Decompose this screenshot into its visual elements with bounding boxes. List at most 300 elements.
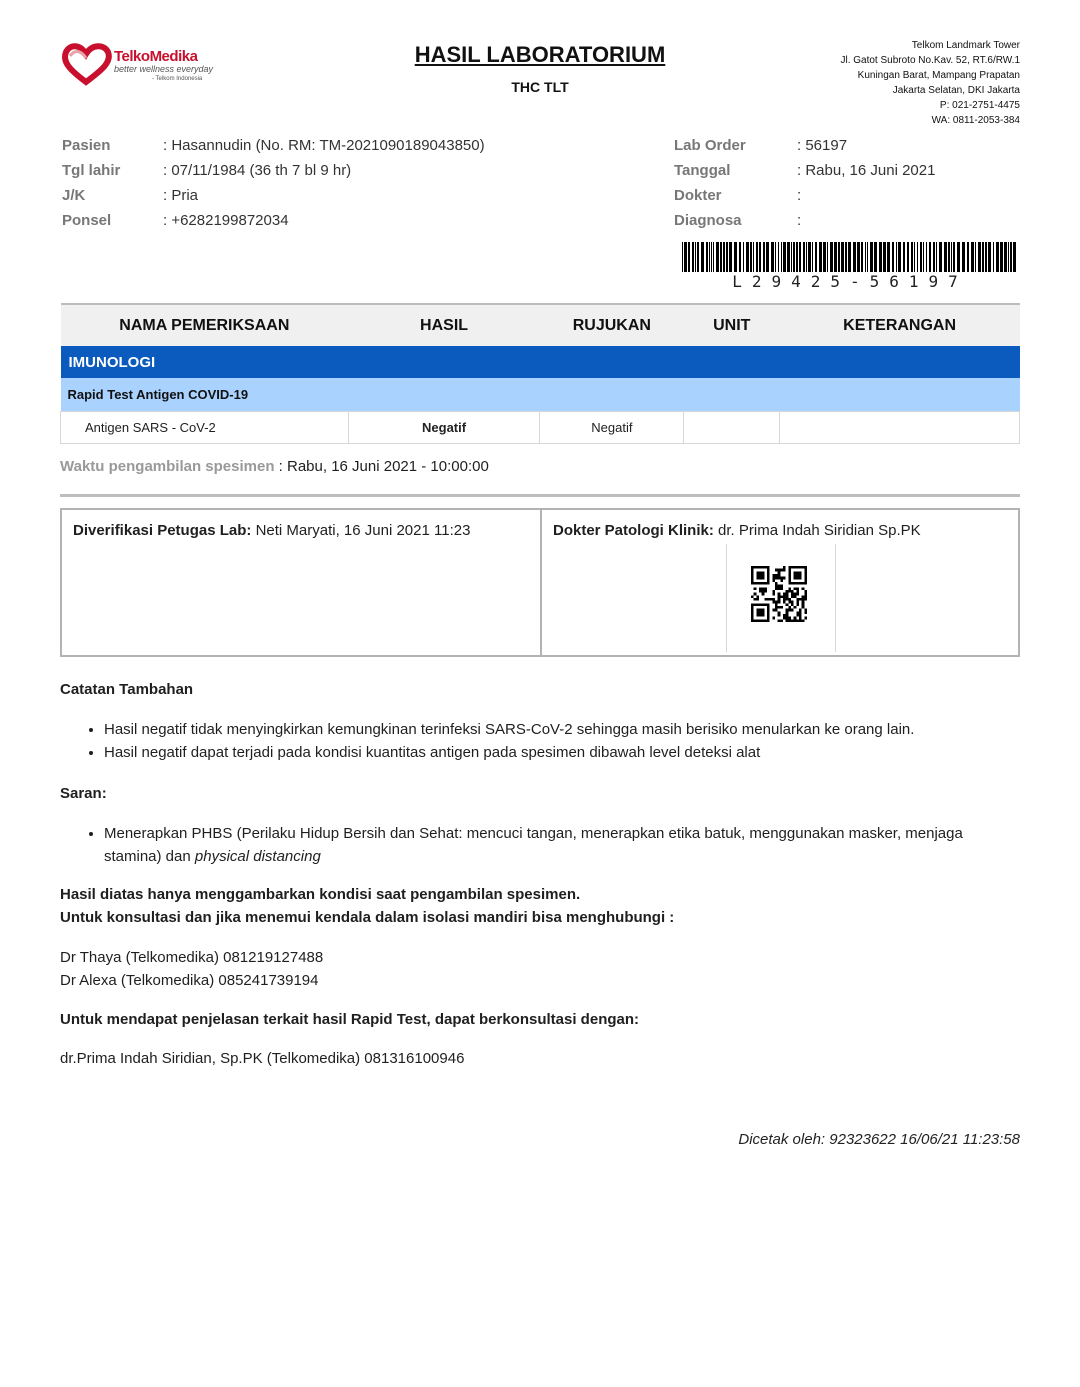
notes-section bbox=[60, 678, 1020, 1070]
qr-module bbox=[772, 617, 775, 620]
qr-module bbox=[764, 582, 767, 585]
qr-module bbox=[762, 609, 765, 612]
barcode-bar bbox=[907, 242, 909, 272]
specimen-time-label: Waktu pengambilan spesimen bbox=[60, 458, 275, 475]
barcode-bar bbox=[819, 242, 822, 272]
qr-module bbox=[764, 598, 767, 601]
qr-module bbox=[794, 577, 797, 580]
barcode-bar bbox=[896, 242, 897, 272]
qr-module bbox=[786, 611, 789, 614]
barcode-bar bbox=[911, 242, 913, 272]
qr-module bbox=[767, 606, 770, 609]
qr-module bbox=[767, 569, 770, 572]
column-header: RUJUKAN bbox=[540, 304, 684, 346]
tgl-lahir-value: : 07/11/1984 (36 th 7 bl 9 hr) bbox=[163, 162, 352, 179]
pathologist-cell bbox=[540, 510, 1018, 655]
qr-module bbox=[767, 611, 770, 614]
qr-module bbox=[759, 614, 762, 617]
qr-module bbox=[796, 590, 799, 593]
qr-module bbox=[783, 577, 786, 580]
specimen-time bbox=[60, 458, 489, 475]
qr-module bbox=[783, 598, 786, 601]
specimen-time-value: : Rabu, 16 Juni 2021 - 10:00:00 bbox=[274, 458, 489, 475]
qr-module bbox=[767, 574, 770, 577]
qr-module bbox=[764, 566, 767, 569]
qr-module bbox=[762, 611, 765, 614]
lab-order-value: : 56197 bbox=[797, 137, 848, 154]
qr-module bbox=[759, 574, 762, 577]
qr-module bbox=[756, 566, 759, 569]
barcode-bar bbox=[706, 242, 708, 272]
qr-module bbox=[791, 590, 794, 593]
qr-module bbox=[772, 590, 775, 593]
qr-module bbox=[772, 579, 775, 582]
barcode-bar bbox=[861, 242, 863, 272]
qr-module bbox=[786, 593, 789, 596]
diagnosa-row bbox=[674, 208, 935, 233]
qr-module bbox=[796, 593, 799, 596]
qr-code-icon bbox=[751, 566, 807, 622]
qr-module bbox=[780, 569, 783, 572]
qr-module bbox=[796, 577, 799, 580]
pasien-row bbox=[62, 133, 485, 158]
qr-module bbox=[804, 598, 807, 601]
qr-module bbox=[762, 614, 765, 617]
barcode-bar bbox=[695, 242, 696, 272]
qr-module bbox=[804, 579, 807, 582]
qr-module bbox=[783, 566, 786, 569]
qr-module bbox=[780, 587, 783, 590]
barcode-bar bbox=[892, 242, 894, 272]
barcode-bar bbox=[692, 242, 694, 272]
subsection-title: Rapid Test Antigen COVID-19 bbox=[61, 378, 1020, 411]
qr-module bbox=[756, 598, 759, 601]
qr-module bbox=[775, 603, 778, 606]
jk-value: : Pria bbox=[163, 187, 199, 204]
address-line: Jl. Gatot Subroto No.Kav. 52, RT.6/RW.1 bbox=[840, 55, 1020, 66]
qr-module bbox=[788, 619, 791, 622]
qr-module bbox=[802, 582, 805, 585]
barcode-bar bbox=[993, 242, 994, 272]
saran-title: Saran: bbox=[60, 785, 107, 802]
qr-module bbox=[788, 609, 791, 612]
qr-module bbox=[759, 571, 762, 574]
pathologist-label: Dokter Patologi Klinik: bbox=[553, 522, 714, 539]
contact-2: Dr Alexa (Telkomedika) 085241739194 bbox=[60, 972, 319, 989]
saran-list bbox=[60, 822, 1020, 868]
qr-module bbox=[804, 609, 807, 612]
barcode-bar bbox=[750, 242, 752, 272]
qr-module bbox=[762, 582, 765, 585]
barcode-bar bbox=[834, 242, 837, 272]
barcode-bar bbox=[978, 242, 981, 272]
qr-module bbox=[759, 603, 762, 606]
address-line: Jakarta Selatan, DKI Jakarta bbox=[892, 85, 1020, 96]
qr-module bbox=[775, 569, 778, 572]
qr-module bbox=[762, 577, 765, 580]
column-header: HASIL bbox=[348, 304, 540, 346]
qr-module bbox=[796, 619, 799, 622]
tanggal-label: Tanggal bbox=[674, 162, 731, 179]
barcode-bar bbox=[848, 242, 851, 272]
qr-module bbox=[754, 582, 757, 585]
qr-module bbox=[791, 619, 794, 622]
catatan-title: Catatan Tambahan bbox=[60, 681, 194, 698]
barcode-bar bbox=[971, 242, 974, 272]
barcode-bar bbox=[729, 242, 732, 272]
qr-module bbox=[799, 566, 802, 569]
qr-module bbox=[767, 598, 770, 601]
qr-module bbox=[775, 582, 778, 585]
patient-info bbox=[62, 133, 485, 233]
qr-module bbox=[751, 569, 754, 572]
address-phone: P: 021-2751-4475 bbox=[939, 100, 1020, 111]
ponsel-value: : +6282199872034 bbox=[163, 212, 289, 229]
qr-module bbox=[788, 587, 791, 590]
logo-sub: - Telkom Indonesia bbox=[152, 76, 203, 82]
barcode-bar bbox=[936, 242, 937, 272]
column-header: KETERANGAN bbox=[780, 304, 1020, 346]
qr-module bbox=[762, 593, 765, 596]
statement-3: Untuk mendapat penjelasan terkait hasil Rapid Test, dapat berkonsultasi dengan: bbox=[60, 1011, 640, 1028]
qr-module bbox=[799, 611, 802, 614]
qr-module bbox=[794, 587, 797, 590]
qr-module bbox=[804, 571, 807, 574]
barcode-bar bbox=[933, 242, 935, 272]
barcode-bar bbox=[763, 242, 765, 272]
barcode-bar bbox=[1004, 242, 1007, 272]
qr-module bbox=[759, 582, 762, 585]
qr-module bbox=[796, 614, 799, 617]
ponsel-label: Ponsel bbox=[62, 212, 112, 229]
qr-module bbox=[799, 574, 802, 577]
qr-module bbox=[767, 603, 770, 606]
qr-module bbox=[762, 587, 765, 590]
qr-module bbox=[796, 598, 799, 601]
qr-module bbox=[794, 574, 797, 577]
qr-module bbox=[756, 595, 759, 598]
qr-module bbox=[756, 614, 759, 617]
qr-module bbox=[786, 603, 789, 606]
qr-module bbox=[751, 609, 754, 612]
test-name: Antigen SARS - CoV-2 bbox=[61, 411, 349, 443]
qr-module bbox=[751, 566, 754, 569]
barcode-bar bbox=[766, 242, 769, 272]
barcode-bar bbox=[711, 242, 712, 272]
statement-1: Hasil diatas hanya menggambarkan kondisi saat pengambilan spesimen. bbox=[60, 886, 581, 903]
qr-module bbox=[759, 587, 762, 590]
list-item: • Hasil negatif dapat terjadi pada kondisi kuantitas antigen pada spesimen dibawah level deteksi alat bbox=[104, 741, 1020, 764]
qr-module bbox=[778, 585, 781, 588]
tgl-lahir-label: Tgl lahir bbox=[62, 162, 121, 179]
document-title: HASIL LABORATORIUM bbox=[414, 42, 666, 67]
qr-module bbox=[767, 579, 770, 582]
barcode-bar bbox=[865, 242, 866, 272]
barcode-bar bbox=[734, 242, 737, 272]
barcode-bar bbox=[793, 242, 795, 272]
qr-module bbox=[788, 601, 791, 604]
qr-module bbox=[802, 601, 805, 604]
dokter-row bbox=[674, 183, 935, 208]
divider bbox=[60, 494, 1020, 497]
qr-module bbox=[794, 617, 797, 620]
qr-module bbox=[775, 606, 778, 609]
barcode-bar bbox=[988, 242, 991, 272]
qr-module bbox=[778, 571, 781, 574]
qr-module bbox=[780, 585, 783, 588]
tanggal-row bbox=[674, 158, 935, 183]
qr-module bbox=[791, 566, 794, 569]
barcode-bar bbox=[823, 242, 826, 272]
barcode-bar bbox=[709, 242, 710, 272]
qr-module bbox=[788, 598, 791, 601]
qr-module bbox=[772, 574, 775, 577]
qr-module bbox=[762, 590, 765, 593]
barcode-bar bbox=[903, 242, 905, 272]
qr-module bbox=[756, 574, 759, 577]
qr-module bbox=[767, 571, 770, 574]
qr-module bbox=[788, 579, 791, 582]
barcode-bar bbox=[701, 242, 704, 272]
qr-module bbox=[772, 577, 775, 580]
qr-module bbox=[756, 619, 759, 622]
qr-module bbox=[794, 582, 797, 585]
qr-module bbox=[804, 582, 807, 585]
qr-module bbox=[799, 598, 802, 601]
table-header-row bbox=[61, 304, 1020, 346]
saran-text: Menerapkan PHBS (Perilaku Hidup Bersih dan Sehat: mencuci tangan, menerapkan etika batuk, menggunakan masker, menjaga stamina) dan bbox=[104, 825, 963, 865]
qr-module bbox=[778, 569, 781, 572]
qr-module bbox=[751, 606, 754, 609]
dokter-label: Dokter bbox=[674, 187, 722, 204]
qr-module bbox=[751, 595, 754, 598]
qr-module bbox=[788, 606, 791, 609]
qr-module bbox=[786, 590, 789, 593]
qr-module bbox=[778, 611, 781, 614]
qr-module bbox=[791, 582, 794, 585]
dokter-value: : bbox=[797, 187, 802, 204]
barcode-bar bbox=[697, 242, 699, 272]
qr-module bbox=[775, 587, 778, 590]
barcode-bar bbox=[806, 242, 807, 272]
jk-row bbox=[62, 183, 485, 208]
barcode-bar bbox=[914, 242, 915, 272]
qr-module bbox=[799, 577, 802, 580]
barcode-bar bbox=[759, 242, 761, 272]
qr-module bbox=[802, 595, 805, 598]
lab-officer-value: Neti Maryati, 16 Juni 2021 11:23 bbox=[251, 522, 471, 539]
qr-module bbox=[754, 593, 757, 596]
qr-module bbox=[767, 614, 770, 617]
jk-label: J/K bbox=[62, 187, 86, 204]
qr-module bbox=[788, 566, 791, 569]
test-remark bbox=[780, 411, 1020, 443]
qr-module bbox=[767, 577, 770, 580]
tgl-lahir-row bbox=[62, 158, 485, 183]
qr-module bbox=[762, 566, 765, 569]
qr-module bbox=[775, 601, 778, 604]
document-subtitle: THC TLT bbox=[511, 79, 569, 95]
qr-module bbox=[788, 590, 791, 593]
qr-module bbox=[767, 566, 770, 569]
qr-module bbox=[791, 601, 794, 604]
barcode bbox=[682, 242, 1018, 272]
qr-module bbox=[804, 590, 807, 593]
signature-frame bbox=[726, 544, 836, 652]
qr-module bbox=[791, 595, 794, 598]
qr-module bbox=[778, 587, 781, 590]
section-title: IMUNOLOGI bbox=[61, 346, 1020, 378]
qr-module bbox=[759, 590, 762, 593]
barcode-bar bbox=[688, 242, 690, 272]
barcode-bar bbox=[815, 242, 817, 272]
barcode-bar bbox=[781, 242, 782, 272]
qr-module bbox=[775, 585, 778, 588]
results-table bbox=[60, 303, 1020, 444]
barcode-bar bbox=[996, 242, 999, 272]
qr-module bbox=[751, 617, 754, 620]
qr-module bbox=[786, 614, 789, 617]
qr-module bbox=[759, 619, 762, 622]
qr-module bbox=[804, 611, 807, 614]
qr-module bbox=[751, 571, 754, 574]
test-reference: Negatif bbox=[540, 411, 684, 443]
qr-module bbox=[754, 619, 757, 622]
barcode-bar bbox=[1000, 242, 1003, 272]
qr-module bbox=[764, 587, 767, 590]
qr-module bbox=[804, 566, 807, 569]
column-header: UNIT bbox=[684, 304, 780, 346]
qr-module bbox=[804, 569, 807, 572]
barcode-bar bbox=[967, 242, 969, 272]
qr-module bbox=[775, 609, 778, 612]
ponsel-row bbox=[62, 208, 485, 233]
qr-module bbox=[764, 590, 767, 593]
barcode-bar bbox=[948, 242, 950, 272]
printed-by: Dicetak oleh: 92323622 16/06/21 11:23:58 bbox=[738, 1131, 1020, 1148]
barcode-bar bbox=[791, 242, 792, 272]
qr-module bbox=[759, 609, 762, 612]
barcode-bar bbox=[870, 242, 873, 272]
qr-module bbox=[794, 571, 797, 574]
barcode-bar bbox=[771, 242, 774, 272]
barcode-bar bbox=[929, 242, 931, 272]
qr-module bbox=[802, 619, 805, 622]
list-item bbox=[104, 822, 1020, 868]
qr-module bbox=[804, 617, 807, 620]
qr-module bbox=[767, 617, 770, 620]
barcode-bar bbox=[874, 242, 877, 272]
qr-module bbox=[778, 593, 781, 596]
qr-module bbox=[783, 593, 786, 596]
qr-module bbox=[786, 617, 789, 620]
qr-module bbox=[767, 619, 770, 622]
barcode-bar bbox=[723, 242, 725, 272]
barcode-bar bbox=[920, 242, 922, 272]
subsection-row bbox=[61, 378, 1020, 411]
barcode-bar bbox=[1010, 242, 1012, 272]
qr-module bbox=[775, 577, 778, 580]
lab-order-row bbox=[674, 133, 935, 158]
qr-module bbox=[791, 603, 794, 606]
barcode-bar bbox=[713, 242, 714, 272]
qr-module bbox=[770, 598, 773, 601]
qr-module bbox=[780, 595, 783, 598]
qr-module bbox=[764, 603, 767, 606]
qr-module bbox=[778, 598, 781, 601]
barcode-bar bbox=[957, 242, 960, 272]
qr-module bbox=[772, 609, 775, 612]
saran-italic: physical distancing bbox=[194, 848, 321, 865]
barcode-bar bbox=[867, 242, 868, 272]
barcode-bar bbox=[783, 242, 786, 272]
qr-module bbox=[767, 609, 770, 612]
qr-module bbox=[796, 571, 799, 574]
qr-module bbox=[762, 571, 765, 574]
barcode-bar bbox=[879, 242, 882, 272]
qr-module bbox=[804, 574, 807, 577]
statement-2: Untuk konsultasi dan jika menemui kendala dalam isolasi mandiri bisa menghubungi : bbox=[60, 909, 675, 926]
qr-module bbox=[783, 595, 786, 598]
barcode-bar bbox=[939, 242, 942, 272]
qr-module bbox=[788, 569, 791, 572]
barcode-bar bbox=[985, 242, 987, 272]
qr-module bbox=[756, 577, 759, 580]
qr-module bbox=[754, 566, 757, 569]
clinic-address bbox=[840, 38, 1020, 128]
barcode-bar bbox=[975, 242, 976, 272]
qr-module bbox=[794, 619, 797, 622]
qr-module bbox=[804, 577, 807, 580]
barcode-bar bbox=[962, 242, 965, 272]
qr-module bbox=[796, 574, 799, 577]
barcode-bar bbox=[827, 242, 828, 272]
barcode-bar bbox=[720, 242, 722, 272]
barcode-bar bbox=[883, 242, 886, 272]
barcode-bar bbox=[853, 242, 856, 272]
barcode-bar bbox=[716, 242, 719, 272]
qr-module bbox=[788, 577, 791, 580]
qr-module bbox=[772, 593, 775, 596]
qr-module bbox=[778, 577, 781, 580]
list-item: • Hasil negatif tidak menyingkirkan kemungkinan terinfeksi SARS-CoV-2 sehingga masih berisiko menularkan ke orang lain. bbox=[104, 718, 1020, 741]
qr-module bbox=[756, 603, 759, 606]
barcode-bar bbox=[830, 242, 833, 272]
qr-module bbox=[794, 595, 797, 598]
qr-module bbox=[788, 571, 791, 574]
qr-module bbox=[759, 566, 762, 569]
barcode-bar bbox=[739, 242, 741, 272]
verification-box bbox=[60, 508, 1020, 657]
barcode-bar bbox=[898, 242, 901, 272]
barcode-bar bbox=[682, 242, 683, 272]
qr-module bbox=[762, 619, 765, 622]
barcode-bar bbox=[799, 242, 801, 272]
barcode-bar bbox=[753, 242, 754, 272]
diagnosa-label: Diagnosa bbox=[674, 212, 742, 229]
qr-module bbox=[751, 582, 754, 585]
qr-module bbox=[751, 574, 754, 577]
qr-module bbox=[775, 574, 778, 577]
qr-module bbox=[788, 574, 791, 577]
address-whatsapp: WA: 0811-2053-384 bbox=[931, 115, 1020, 126]
order-info bbox=[674, 133, 935, 233]
qr-module bbox=[791, 609, 794, 612]
qr-module bbox=[799, 571, 802, 574]
qr-module bbox=[799, 609, 802, 612]
pasien-value: : Hasannudin (No. RM: TM-2021090189043850) bbox=[163, 137, 485, 154]
barcode-bar bbox=[923, 242, 924, 272]
